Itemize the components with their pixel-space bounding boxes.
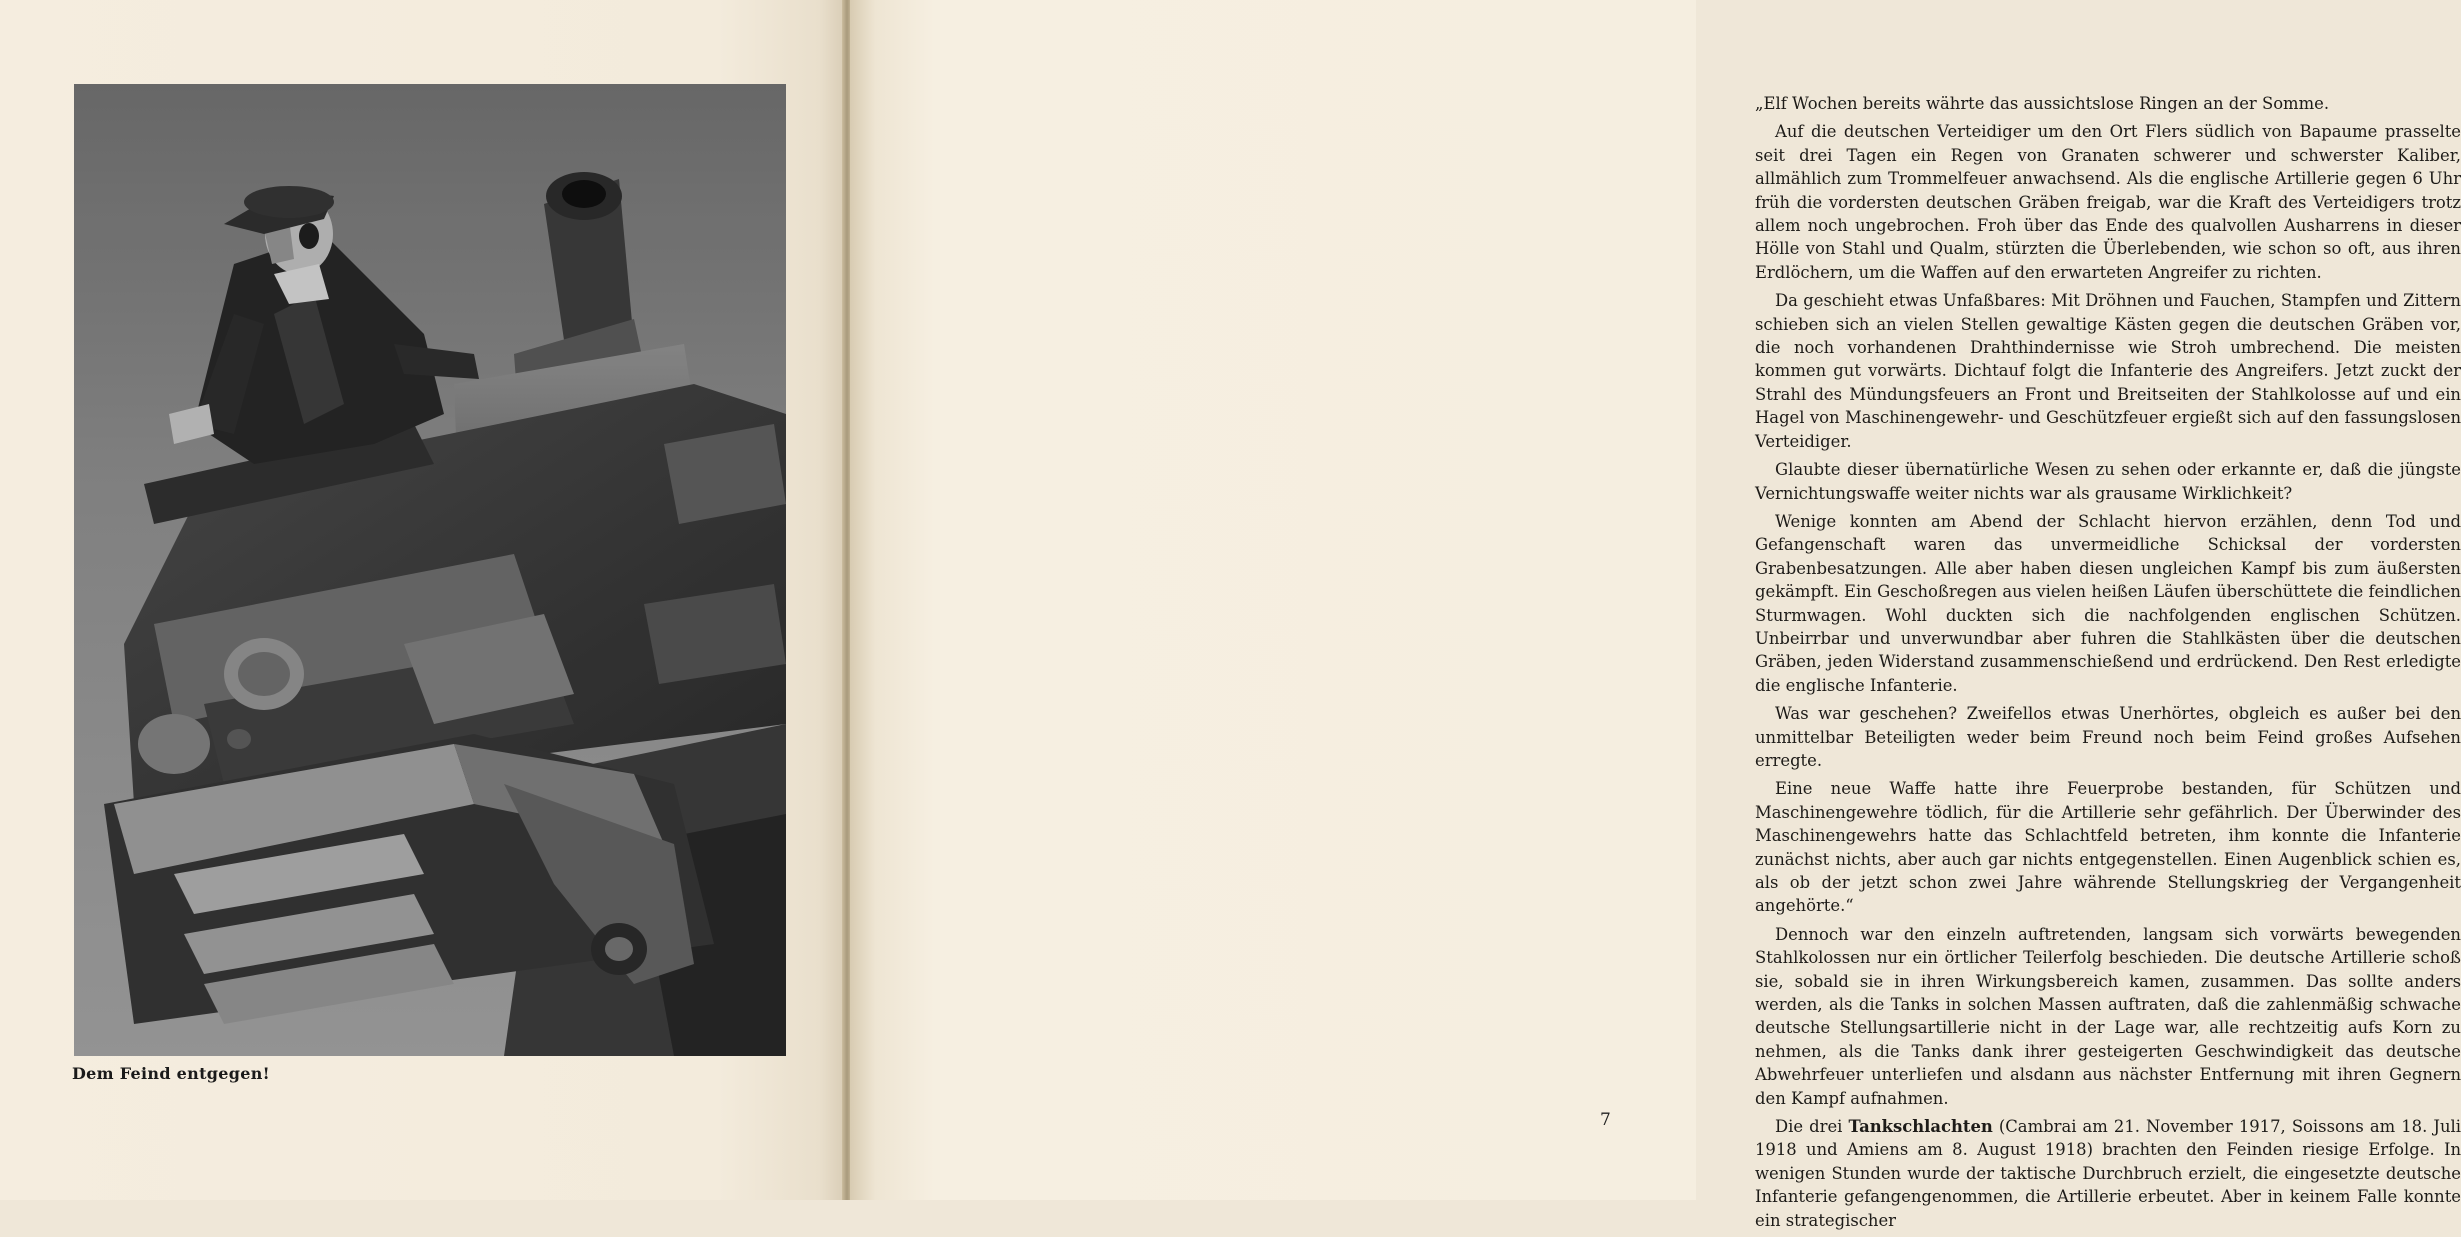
paragraph: Wenige konnten am Abend der Schlacht hiervon erzählen, denn Tod und Gefangenschaft waren das unvermeidliche Schicksal der vordersten Grabenbesatzungen. Alle aber haben diesen ungleichen Kampf bis zum äußersten gekämpft. Ein Geschoßregen aus vielen heißen Läufen überschüttete die feindlichen Sturmwagen. Wohl duckten sich die nachfolgenden englischen Schützen. Unbeirrbar und unverwundbar aber fuhren die Stahlkästen über die deutschen Gräben, jeden Widerstand zusammenschießend und erdrückend. Den Rest erledigte die englische Infanterie.: [1755, 511, 2461, 695]
paragraph: Glaubte dieser übernatürliche Wesen zu sehen oder erkannte er, daß die jüngste Vernichtungswaffe weiter nichts war als grausame Wirklichkeit?: [1755, 460, 2461, 503]
left-page: [0, 0, 845, 1200]
paragraph-tankschlachten: [1755, 1115, 2461, 1232]
paragraph-text-before: Die drei: [1775, 1117, 1849, 1137]
tank-photo: [74, 84, 786, 1056]
page-number: 7: [1600, 1110, 1611, 1130]
tank-commander-photo-icon: [74, 84, 786, 1056]
paragraph-text-after: (Cambrai am 21. November 1917, Soissons am 18. Juli 1918 und Amiens am 8. August 1918) brachten den Feinden riesige Erfolge. In wenigen Stunden wurde der taktische Durchbruch erzielt, die eingesetzte deutsche Infanterie gefangengenommen, die Artillerie erbeutet. Aber in keinem Falle konnte ein strategischer: [1755, 1117, 2461, 1230]
paragraph: Da geschieht etwas Unfaßbares: Mit Dröhnen und Fauchen, Stampfen und Zittern schieben sich an vielen Stellen gewaltige Kästen gegen die deutschen Gräben vor, die noch vorhandenen Drahthindernisse wie Stroh umbrechend. Die meisten kommen gut vorwärts. Dichtauf folgt die Infanterie des Angreifers. Jetzt zuckt der Strahl des Mündungsfeuers an Front und Breitseiten der Stahlkolosse auf und ein Hagel von Maschinengewehr- und Geschützfeuer ergießt sich auf den fassungslosen Verteidiger.: [1755, 291, 2461, 451]
paragraph: Dennoch war den einzeln auftretenden, langsam sich vorwärts bewegenden Stahlkolossen nur ein örtlicher Teilerfolg beschieden. Die deutsche Artillerie schoß sie, sobald sie in ihren Wirkungsbereich kamen, zusammen. Das sollte anders werden, als die Tanks in solchen Massen auftraten, daß die zahlenmäßig schwache deutsche Stellungsartillerie nicht in der Lage war, alle rechtzeitig aufs Korn zu nehmen, als die Tanks dank ihrer gesteigerten Geschwindigkeit das deutsche Abwehrfeuer unterliefen und alsdann aus nächster Entfernung mit ihren Gegnern den Kampf aufnahmen.: [1755, 924, 2461, 1108]
paragraph: Auf die deutschen Verteidiger um den Ort Flers südlich von Bapaume prasselte seit drei Tagen ein Regen von Granaten schwerer und schwerster Kaliber, allmählich zum Trommelfeuer anwachsend. Als die englische Artillerie gegen 6 Uhr früh die vordersten deutschen Gräben freigab, war die Kraft des Verteidigers trotz allem noch ungebrochen. Froh über das Ende des qualvollen Ausharrens in dieser Hölle von Stahl und Qualm, stürzten die Überlebenden, wie schon so oft, aus ihren Erdlöchern, um die Waffen auf den erwarteten Angreifer zu richten.: [1755, 122, 2461, 282]
paragraph: Was war geschehen? Zweifellos etwas Unerhörtes, obgleich es außer bei den unmittelbar Beteiligten weder beim Freund noch beim Feind großes Aufsehen erregte.: [1755, 704, 2461, 770]
paragraph: Eine neue Waffe hatte ihre Feuerprobe bestanden, für Schützen und Maschinengewehre tödlich, für die Artillerie sehr gefährlich. Der Überwinder des Maschinengewehrs hatte das Schlachtfeld betreten, ihm konnte die Infanterie zunächst nichts, aber auch gar nichts entgegenstellen. Einen Augenblick schien es, als ob der jetzt schon zwei Jahre währende Stellungskrieg der Vergangenheit angehörte.“: [1755, 779, 2461, 916]
right-page: [850, 0, 2461, 1230]
bold-term: Tankschlachten: [1848, 1117, 1993, 1137]
body-text: [1755, 92, 2461, 1237]
photo-caption: Dem Feind entgegen!: [72, 1064, 270, 1083]
paragraph: „Elf Wochen bereits währte das aussichtslose Ringen an der Somme.: [1755, 94, 2330, 113]
